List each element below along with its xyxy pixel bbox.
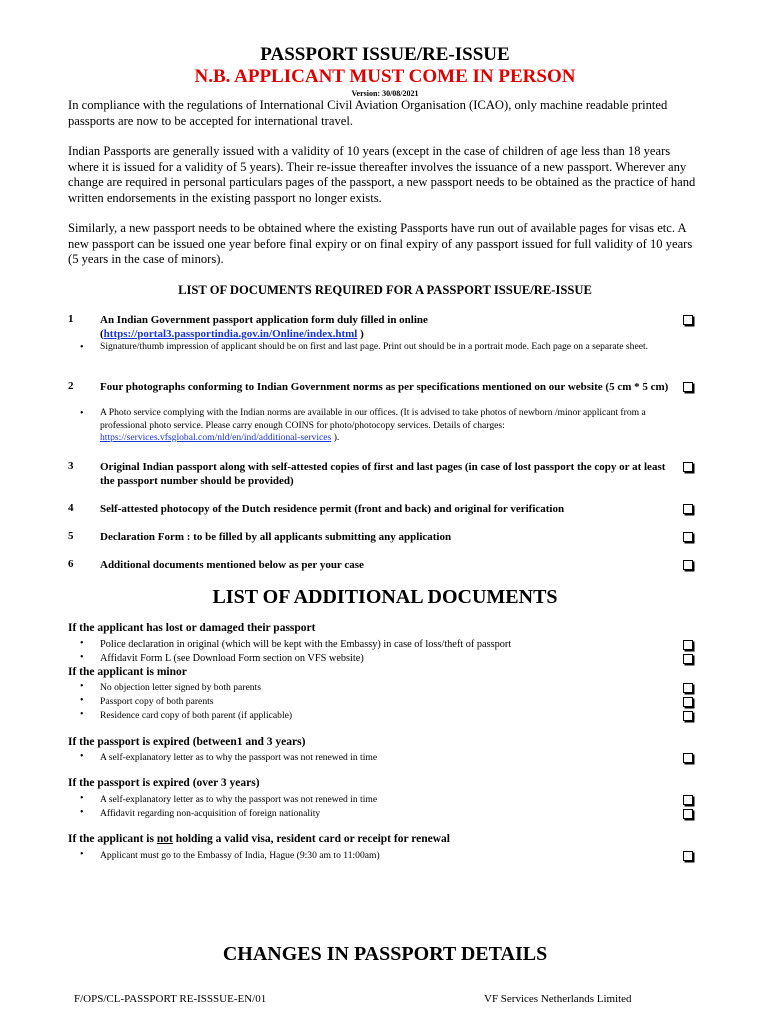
document-title: PASSPORT ISSUE/RE-ISSUE	[260, 44, 510, 65]
intro-paragraph-validity: Indian Passports are generally issued with a validity of 10 years (except in the case of children of age less than 18 years where it is issued for a validity of 5 years). Their re-issue thereafter involves the issuance of a new passport. Wherever any change are required in personal particulars pages of the passport, a new passport needs to be obtained as the practice of hand written endorsements in the existing passport no longer exists.	[68, 144, 696, 205]
checkbox[interactable]	[683, 532, 693, 542]
passport-portal-link[interactable]: https://portal3.passportindia.gov.in/Online/index.html	[103, 328, 358, 340]
lost-affidavit-form-l: Affidavit Form L (see Download Form section on VFS website)	[100, 653, 364, 664]
item-number: 3	[68, 460, 74, 472]
bullet-icon: •	[80, 709, 84, 720]
checkbox[interactable]	[683, 560, 693, 570]
checkbox[interactable]	[683, 697, 693, 707]
required-documents-heading: LIST OF DOCUMENTS REQUIRED FOR A PASSPORT ISSUE/RE-ISSUE	[178, 283, 592, 297]
item-note: Signature/thumb impression of applicant should be on first and last page. Print out should be in a portrait mode. Each page on a separate sheet.	[100, 341, 649, 352]
item-number: 1	[68, 313, 74, 325]
bullet-icon: •	[80, 807, 84, 818]
expired-over-3-letter: A self-explanatory letter as to why the passport was not renewed in time	[100, 794, 378, 805]
bullet-icon: •	[80, 849, 84, 860]
checkbox[interactable]	[683, 654, 693, 664]
item-number: 6	[68, 558, 74, 570]
no-valid-visa-heading: If the applicant is not holding a valid visa, resident card or receipt for renewal	[68, 833, 450, 845]
checkbox[interactable]	[683, 851, 693, 861]
expired-1-3-letter: A self-explanatory letter as to why the passport was not renewed in time	[100, 752, 378, 763]
item-text: Four photographs conforming to Indian Government norms as per specifications mentioned on our website (5 cm * 5 cm)	[100, 381, 669, 393]
checkbox[interactable]	[683, 795, 693, 805]
bullet-icon: •	[80, 408, 84, 419]
footer-form-code: F/OPS/CL-PASSPORT RE-ISSSUE-EN/01	[74, 993, 267, 1005]
item-number: 5	[68, 530, 74, 542]
version-label: Version: 30/08/2021	[351, 89, 419, 98]
expired-1-3-heading: If the passport is expired (between1 and 3 years)	[68, 736, 306, 748]
item-text: An Indian Government passport application form duly filled in online (https://portal3.passportindia.gov.in/Online/index.html )	[100, 314, 428, 340]
checkbox[interactable]	[683, 711, 693, 721]
expired-over-3-heading: If the passport is expired (over 3 years)	[68, 777, 260, 789]
intro-paragraph-new-passport: Similarly, a new passport needs to be obtained where the existing Passports have run out of available pages for visas etc. A new passport can be issued one year before final expiry or on final expiry of any passport issued for full validity of 10 years (5 years in the case of minors).	[68, 221, 693, 266]
checkbox[interactable]	[683, 462, 693, 472]
item-text: Declaration Form : to be filled by all applicants submitting any application	[100, 531, 452, 543]
bullet-icon: •	[80, 638, 84, 649]
additional-services-link[interactable]: https://services.vfsglobal.com/nld/en/ind/additional-services	[100, 432, 332, 443]
lost-police-declaration: Police declaration in original (which will be kept with the Embassy) in case of loss/theft of passport	[100, 639, 512, 650]
intro-paragraph-icao: In compliance with the regulations of International Civil Aviation Organisation (ICAO), only machine readable printed passports are now to be accepted for international travel.	[68, 98, 668, 128]
bullet-icon: •	[80, 652, 84, 663]
in-person-notice: N.B. APPLICANT MUST COME IN PERSON	[194, 66, 576, 87]
item-text: Additional documents mentioned below as per your case	[100, 559, 364, 571]
item-text: Self-attested photocopy of the Dutch residence permit (front and back) and original for verification	[100, 503, 565, 515]
changes-heading: CHANGES IN PASSPORT DETAILS	[222, 943, 548, 965]
bullet-icon: •	[80, 342, 84, 353]
checkbox[interactable]	[683, 753, 693, 763]
item-number: 4	[68, 502, 74, 514]
additional-documents-heading: LIST OF ADDITIONAL DOCUMENTS	[212, 586, 558, 608]
bullet-icon: •	[80, 681, 84, 692]
minor-residence-card: Residence card copy of both parent (if applicable)	[100, 710, 293, 721]
minor-heading: If the applicant is minor	[68, 666, 187, 678]
bullet-icon: •	[80, 751, 84, 762]
checkbox[interactable]	[683, 382, 693, 392]
bullet-icon: •	[80, 793, 84, 804]
checkbox[interactable]	[683, 640, 693, 650]
minor-parents-passport: Passport copy of both parents	[100, 696, 214, 707]
footer-company: VF Services Netherlands Limited	[484, 993, 632, 1005]
bullet-icon: •	[80, 695, 84, 706]
checkbox[interactable]	[683, 315, 693, 325]
lost-passport-heading: If the applicant has lost or damaged their passport	[68, 622, 316, 634]
checkbox[interactable]	[683, 504, 693, 514]
embassy-visit-instruction: Applicant must go to the Embassy of India, Hague (9:30 am to 11:00am)	[100, 850, 380, 861]
checkbox[interactable]	[683, 809, 693, 819]
minor-objection-letter: No objection letter signed by both parents	[100, 682, 261, 693]
checkbox[interactable]	[683, 683, 693, 693]
expired-over-3-affidavit: Affidavit regarding non-acquisition of foreign nationality	[100, 808, 321, 819]
item-note: A Photo service complying with the Indian norms are available in our offices. (It is advised to take photos of newborn /minor applicant from a professional photo service. Please carry enough COINS for photo/photocopy services. Details of charges: https://services.vfsglobal.com/nld/en/ind/additional-services ).	[100, 407, 646, 443]
item-number: 2	[68, 380, 74, 392]
item-text: Original Indian passport along with self-attested copies of first and last pages (in case of lost passport the copy or at least the passport number should be provided)	[100, 461, 666, 487]
